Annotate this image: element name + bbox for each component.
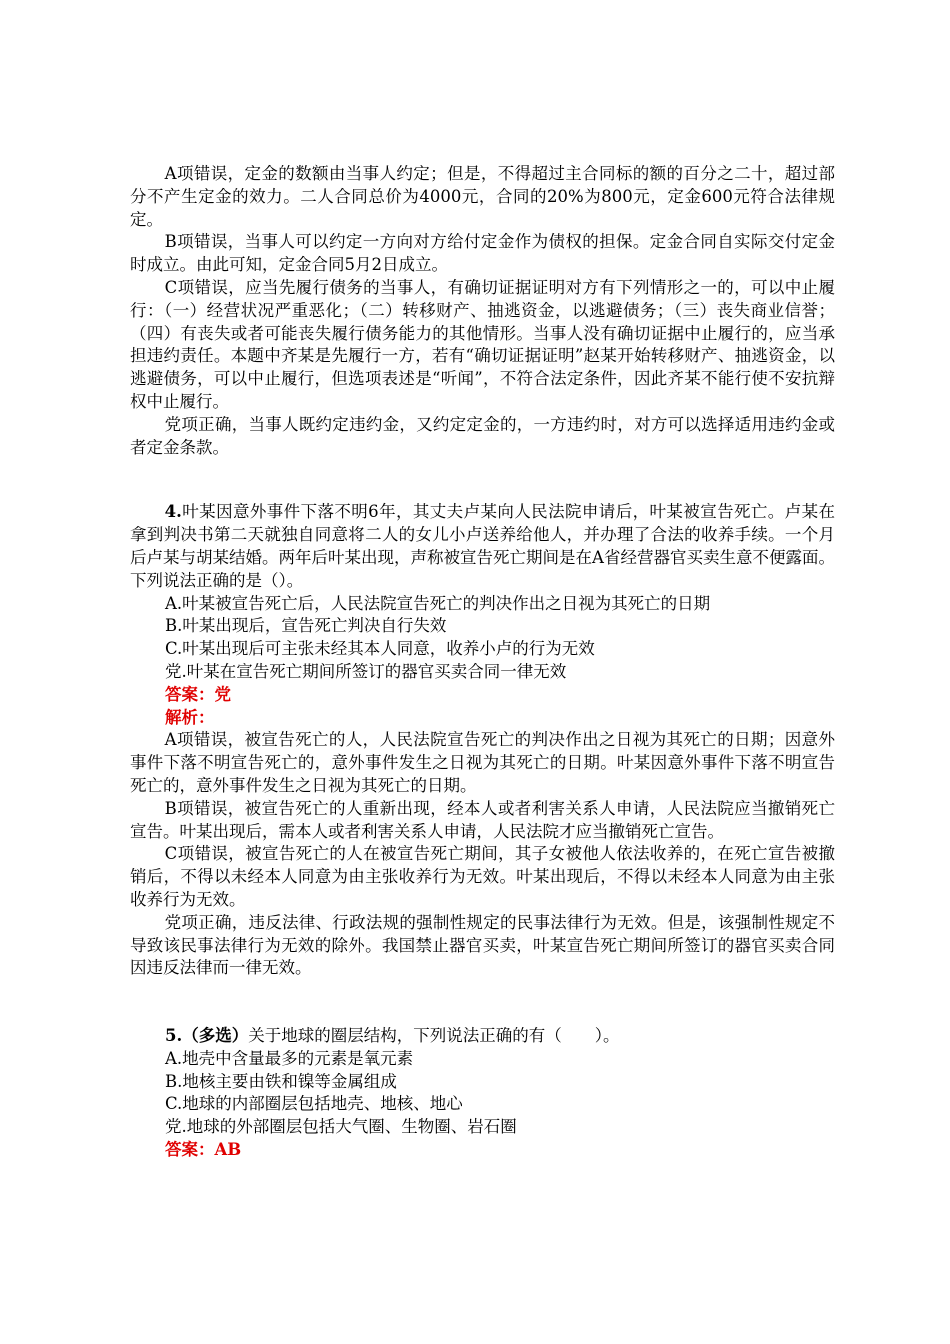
- analysis-paragraph: A项错误，被宣告死亡的人，人民法院宣告死亡的判决作出之日视为其死亡的日期；因意外事件下落不明宣告死亡的，意外事件发生之日视为其死亡的日期。叶某因意外事件下落不明宣告死亡的，意外事件发生之日视为其死亡的日期。: [130, 730, 835, 795]
- question-stem: [165, 1025, 835, 1048]
- option-d: 党.地球的外部圈层包括大气圈、生物圈、岩石圈: [165, 1117, 517, 1137]
- option-b: B.地核主要由铁和镍等金属组成: [165, 1071, 397, 1091]
- question-text: 关于地球的圈层结构，下列说法正确的有（ ）。: [248, 1026, 620, 1046]
- analysis-paragraph: A项错误，定金的数额由当事人约定；但是，不得超过主合同标的额的百分之二十，超过部分不产生定金的效力。二人合同总价为4000元，合同的20%为800元，定金600元符合法律规定。: [130, 164, 835, 229]
- question-text: 叶某因意外事件下落不明6年，其丈夫卢某向人民法院申请后，叶某被宣告死亡。卢某在拿到判决书第二天就独自同意将二人的女儿小卢送养给他人，并办理了合法的收养手续。一个月后卢某与胡某结婚。两年后叶某出现，声称被宣告死亡期间是在A省经营器官买卖生意不便露面。下列说法正确的是（）。: [130, 502, 835, 590]
- question-4: [130, 501, 835, 980]
- analysis-paragraph: B项错误，被宣告死亡的人重新出现，经本人或者利害关系人申请，人民法院应当撤销死亡宣告。叶某出现后，需本人或者利害关系人申请，人民法院才应当撤销死亡宣告。: [130, 798, 835, 841]
- option-a: A.地壳中含量最多的元素是氧元素: [165, 1048, 414, 1068]
- analysis-paragraph: 党项正确，违反法律、行政法规的强制性规定的民事法律行为无效。但是，该强制性规定不导致该民事法律行为无效的除外。我国禁止器官买卖，叶某宣告死亡期间所签订的器官买卖合同因违反法律而一律无效。: [130, 912, 835, 978]
- question-number: 4.: [164, 502, 182, 522]
- question-stem: [130, 501, 835, 592]
- answer-line: 答案：党: [165, 684, 231, 704]
- option-d: 党.叶某在宣告死亡期间所签订的器官买卖合同一律无效: [165, 661, 567, 681]
- option-b: B.叶某出现后，宣告死亡判决自行失效: [165, 616, 447, 636]
- analysis-paragraph: C项错误，被宣告死亡的人在被宣告死亡期间，其子女被他人依法收养的，在死亡宣告被撤销后，不得以未经本人同意为由主张收养行为无效。叶某出现后，不得以未经本人同意为由主张收养行为无效。: [130, 844, 835, 909]
- analysis-paragraph: 党项正确，当事人既约定违约金，又约定定金的，一方违约时，对方可以选择适用违约金或者定金条款。: [130, 414, 835, 457]
- analysis-paragraph: B项错误，当事人可以约定一方向对方给付定金作为债权的担保。定金合同自实际交付定金时成立。由此可知，定金合同5月2日成立。: [130, 232, 835, 275]
- analysis-label: 解析：: [165, 707, 215, 727]
- option-a: A.叶某被宣告死亡后，人民法院宣告死亡的判决作出之日视为其死亡的日期: [165, 593, 711, 613]
- analysis-paragraph: C项错误，应当先履行债务的当事人，有确切证据证明对方有下列情形之一的，可以中止履行：（一）经营状况严重恶化；（二）转移财产、抽逃资金，以逃避债务；（三）丧失商业信誉；（四）有丧失或者可能丧失履行债务能力的其他情形。当事人没有确切证据中止履行的，应当承担违约责任。本题中齐某是先履行一方，若有“确切证据证明”赵某开始转移财产、抽逃资金，以逃避债务，可以中止履行，但选项表述是“听闻”，不符合法定条件，因此齐某不能行使不安抗辩权中止履行。: [130, 277, 835, 411]
- answer-line: 答案：AB: [165, 1140, 242, 1160]
- previous-analysis: [130, 163, 835, 459]
- option-c: C.地球的内部圈层包括地壳、地核、地心: [165, 1094, 463, 1114]
- document-page: [130, 163, 835, 1162]
- question-5: [130, 1025, 835, 1162]
- question-tag: （多选）: [182, 1026, 249, 1046]
- option-c: C.叶某出现后可主张未经其本人同意，收养小卢的行为无效: [165, 639, 595, 659]
- question-number: 5.: [165, 1026, 183, 1046]
